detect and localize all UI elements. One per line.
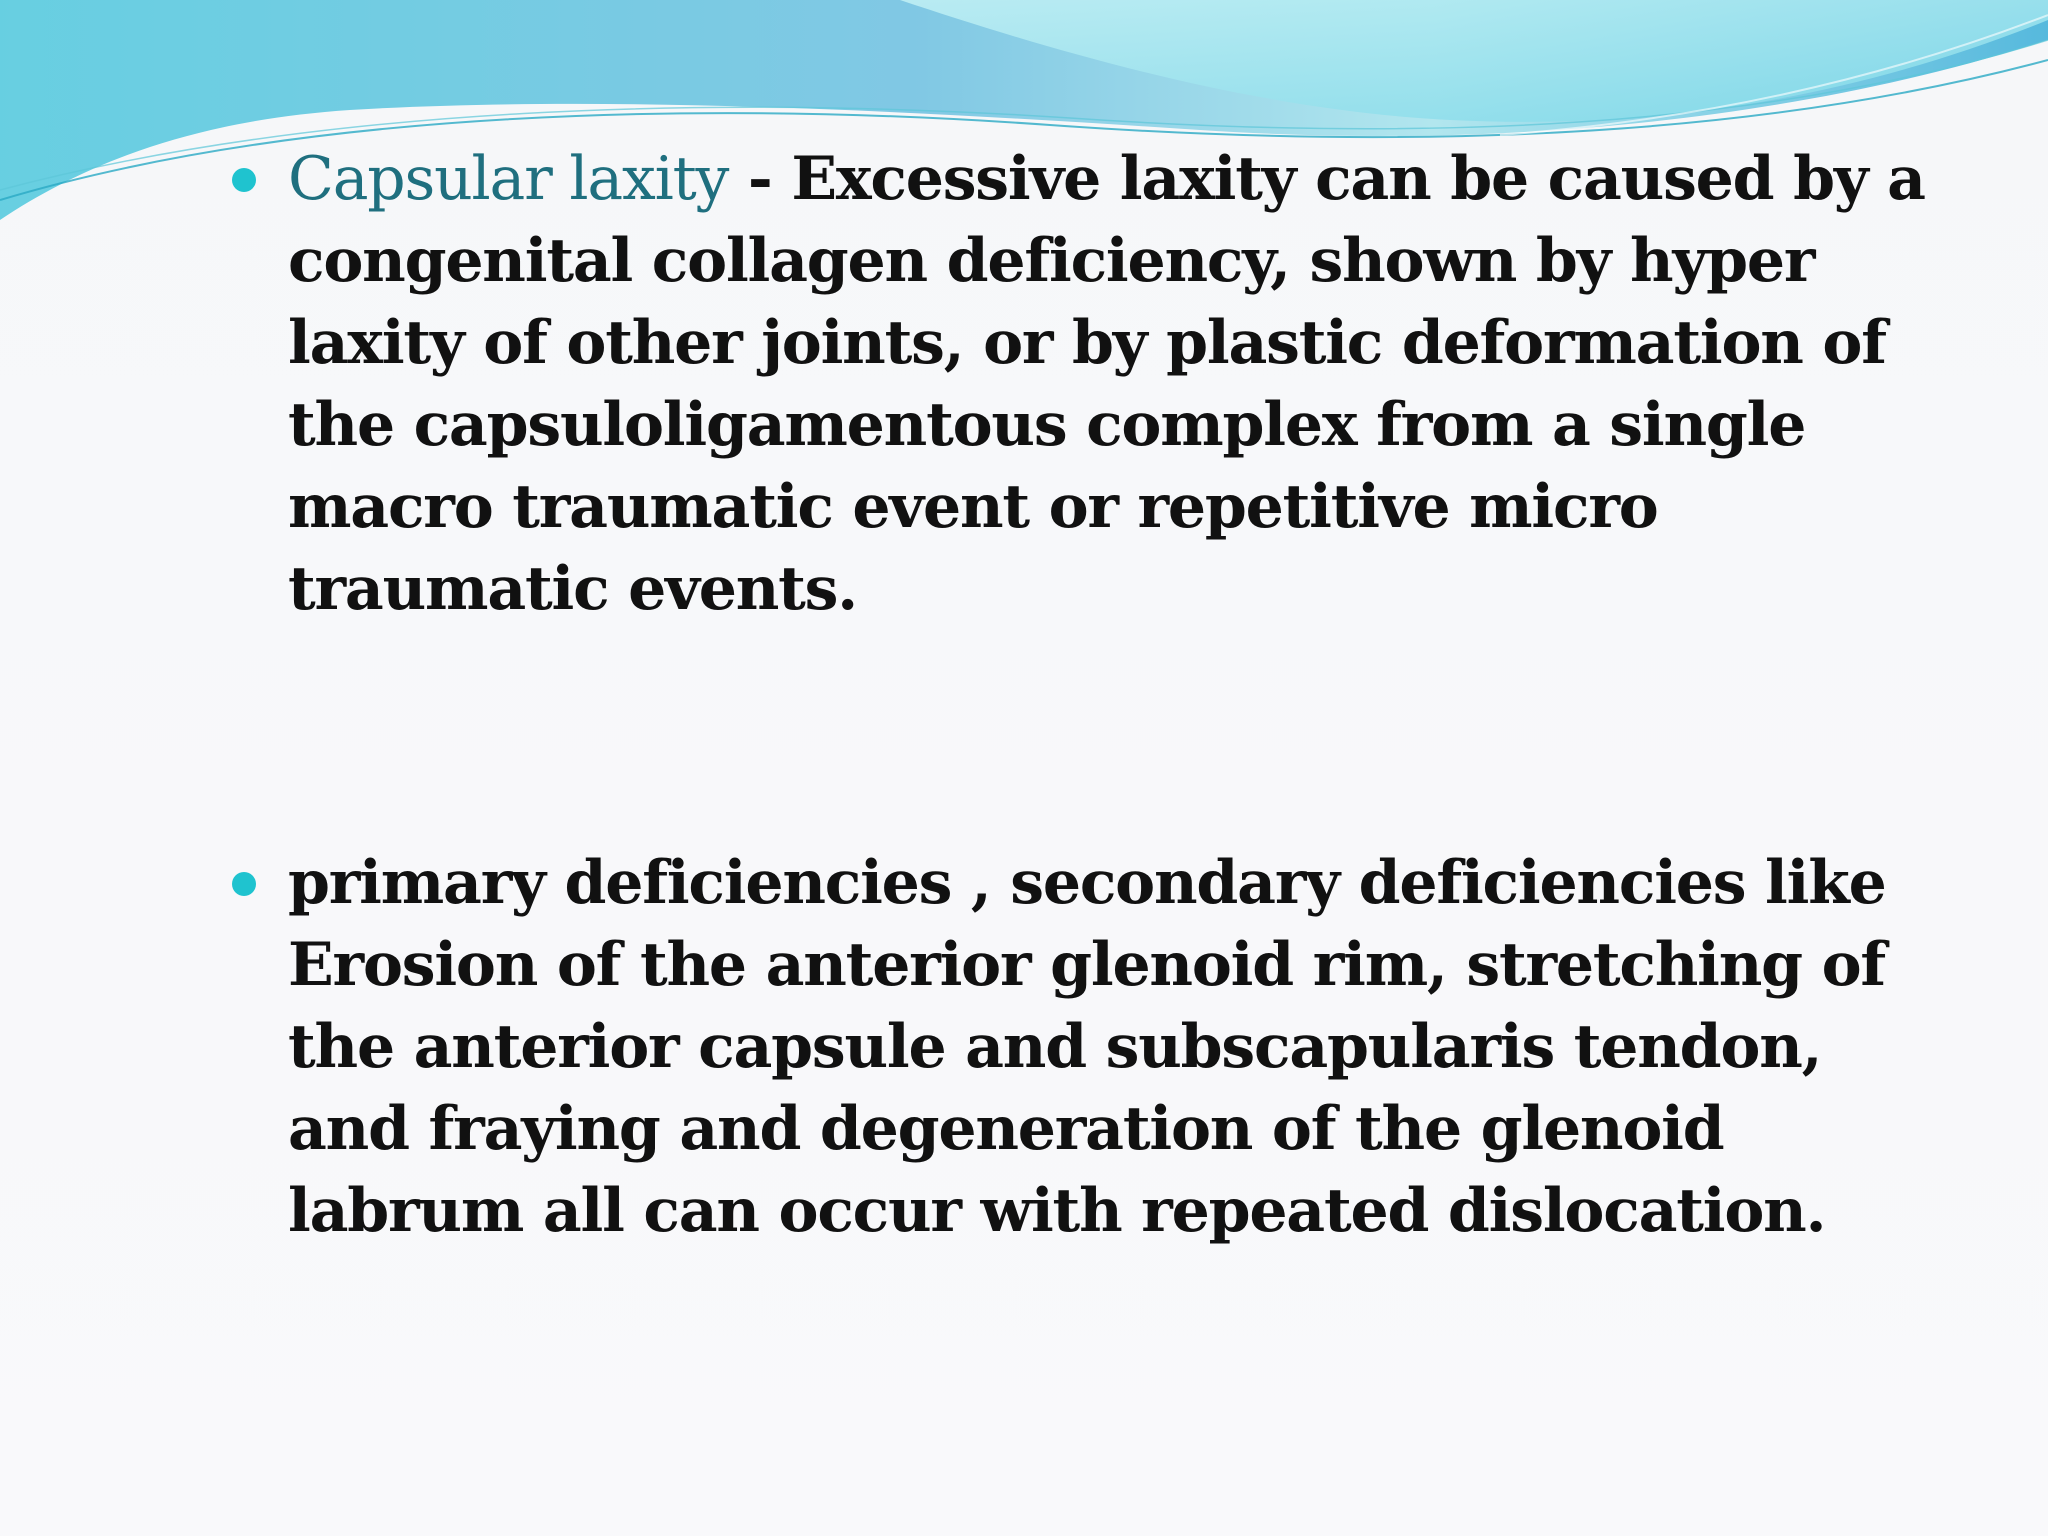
bullet-dot-icon [232, 872, 256, 896]
bullet-deficiencies [225, 842, 1945, 1252]
bullet-capsular-laxity [225, 138, 1945, 630]
bullet-text: primary deficiencies , secondary deficiencies like Erosion of the anterior glenoid rim, stretching of the anterior capsule and subscapularis tendon, and fraying and degeneration of the glenoid labrum all can occur with repeated dislocation. [288, 848, 1886, 1246]
slide-content [225, 138, 1945, 1252]
bullet-text: - Excessive laxity can be caused by a congenital collagen deficiency, shown by hyper laxity of other joints, or by plastic deformation of the capsuloligamentous complex from a single macro traumatic event or repetitive micro traumatic events. [288, 144, 1925, 624]
bullet-term: Capsular laxity [288, 144, 729, 214]
bullet-dot-icon [232, 168, 256, 192]
